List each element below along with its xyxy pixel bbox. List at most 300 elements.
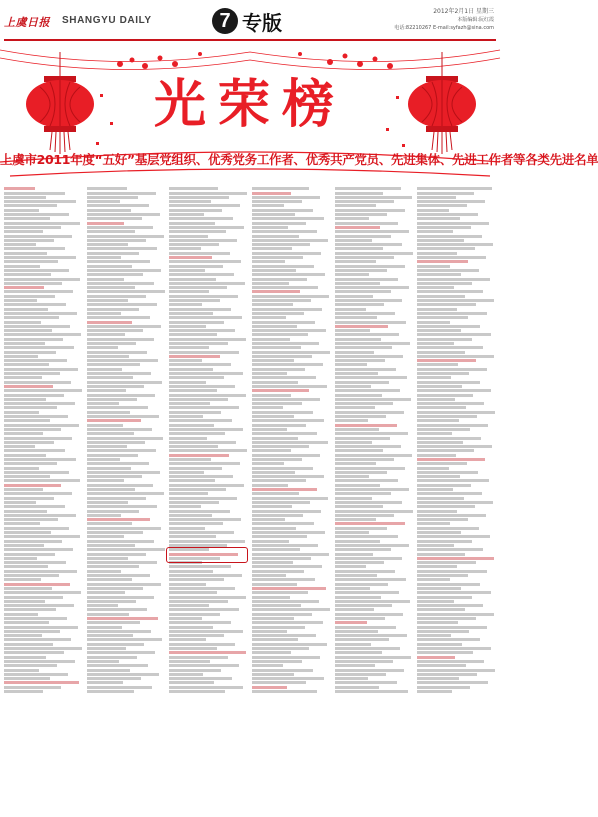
list-line-placeholder <box>252 213 295 216</box>
list-line-placeholder <box>87 544 136 547</box>
list-line-placeholder <box>169 209 222 212</box>
list-line-placeholder <box>417 505 474 508</box>
list-line-placeholder <box>87 531 143 534</box>
list-line-placeholder <box>169 299 219 302</box>
list-line-placeholder <box>417 424 488 427</box>
list-line-placeholder <box>417 406 466 409</box>
list-line-placeholder <box>4 243 36 246</box>
list-line-placeholder <box>4 535 80 538</box>
list-line-placeholder <box>169 673 203 676</box>
list-line-placeholder <box>169 204 240 207</box>
list-line-placeholder <box>417 295 464 298</box>
list-line-placeholder <box>335 217 369 220</box>
list-line-placeholder <box>169 192 247 195</box>
list-line-placeholder <box>4 428 61 431</box>
list-line-placeholder <box>417 355 494 358</box>
list-line-placeholder <box>335 321 407 324</box>
list-line-placeholder <box>417 381 480 384</box>
edition-label <box>212 7 282 35</box>
list-line-placeholder <box>252 553 329 556</box>
list-line-placeholder <box>4 235 72 238</box>
list-line-placeholder <box>252 325 297 328</box>
list-line-placeholder <box>4 204 57 207</box>
list-line-placeholder <box>87 308 140 311</box>
list-line-placeholder <box>335 492 391 495</box>
list-line-placeholder <box>169 428 243 431</box>
list-line-placeholder <box>252 441 328 444</box>
list-line-placeholder <box>87 587 144 590</box>
list-line-placeholder <box>4 398 46 401</box>
list-line-placeholder <box>87 226 153 229</box>
list-line-placeholder <box>335 329 370 332</box>
list-line-placeholder <box>335 613 403 616</box>
list-line-placeholder <box>4 471 69 474</box>
list-line-placeholder <box>252 557 311 560</box>
list-line-placeholder <box>335 626 396 629</box>
list-line-placeholder <box>4 505 65 508</box>
list-line-placeholder <box>417 432 452 435</box>
list-line-placeholder <box>87 630 152 633</box>
list-line-placeholder <box>87 656 137 659</box>
list-line-placeholder <box>417 247 474 250</box>
list-line-placeholder <box>335 630 378 633</box>
list-line-placeholder <box>335 432 408 435</box>
list-line-placeholder <box>335 518 377 521</box>
list-line-placeholder <box>417 321 450 324</box>
list-line-placeholder <box>4 226 61 229</box>
list-line-placeholder <box>169 574 241 577</box>
list-line-placeholder <box>335 514 395 517</box>
list-line-placeholder <box>252 462 284 465</box>
list-line-placeholder <box>4 574 59 577</box>
list-line-placeholder <box>335 351 374 354</box>
list-line-placeholder <box>252 192 291 195</box>
list-line-placeholder <box>169 394 246 397</box>
honor-list-columns <box>4 186 496 812</box>
list-line-placeholder <box>335 664 375 667</box>
list-line-placeholder <box>335 213 387 216</box>
list-line-placeholder <box>87 535 125 538</box>
list-line-placeholder <box>335 243 402 246</box>
list-line-placeholder <box>4 681 79 684</box>
list-line-placeholder <box>87 363 140 366</box>
list-line-placeholder <box>417 510 456 513</box>
list-line-placeholder <box>252 351 330 354</box>
list-line-placeholder <box>252 286 318 289</box>
list-line-placeholder <box>169 600 227 603</box>
list-line-placeholder <box>417 441 463 444</box>
list-line-placeholder <box>87 290 165 293</box>
list-line-placeholder <box>252 651 291 654</box>
list-line-placeholder <box>87 213 160 216</box>
list-line-placeholder <box>252 630 287 633</box>
highlight-box <box>166 547 248 563</box>
list-line-placeholder <box>87 192 156 195</box>
list-line-placeholder <box>335 260 377 263</box>
list-line-placeholder <box>87 428 152 431</box>
list-line-placeholder <box>87 540 154 543</box>
list-line-placeholder <box>252 626 305 629</box>
list-line-placeholder <box>87 471 160 474</box>
list-line-placeholder <box>4 329 52 332</box>
list-line-placeholder <box>252 239 328 242</box>
list-line-placeholder <box>417 621 458 624</box>
list-line-placeholder <box>252 561 293 564</box>
list-line-placeholder <box>252 329 326 332</box>
list-line-placeholder <box>4 368 78 371</box>
list-line-placeholder <box>417 187 492 190</box>
list-line-placeholder <box>4 587 52 590</box>
list-line-placeholder <box>252 681 305 684</box>
list-line-placeholder <box>169 458 211 461</box>
list-line-placeholder <box>335 578 407 581</box>
list-line-placeholder <box>4 600 45 603</box>
list-line-placeholder <box>87 235 164 238</box>
list-line-placeholder <box>417 626 487 629</box>
list-line-placeholder <box>252 531 325 534</box>
list-line-placeholder <box>169 256 211 259</box>
list-line-placeholder <box>87 286 136 289</box>
list-line-placeholder <box>87 338 155 341</box>
list-line-placeholder <box>252 522 314 525</box>
list-line-placeholder <box>87 256 121 259</box>
list-line-placeholder <box>252 346 301 349</box>
list-line-placeholder <box>87 449 156 452</box>
list-line-placeholder <box>87 634 133 637</box>
list-line-placeholder <box>252 342 319 345</box>
list-line-placeholder <box>252 359 294 362</box>
list-line-placeholder <box>169 402 210 405</box>
list-line-placeholder <box>417 484 470 487</box>
list-line-placeholder <box>4 497 54 500</box>
list-line-placeholder <box>335 308 366 311</box>
list-line-placeholder <box>169 681 214 684</box>
banner-subtitle: 上虞市2011年度“五好”基层党组织、优秀党务工作者、优秀共产党员、先进集体、先进工作者等各类先进名单 <box>0 152 598 167</box>
list-line-placeholder <box>252 617 294 620</box>
list-line-placeholder <box>417 230 452 233</box>
list-line-placeholder <box>4 467 39 470</box>
list-line-placeholder <box>169 570 212 573</box>
list-line-placeholder <box>335 359 385 362</box>
list-line-placeholder <box>335 535 399 538</box>
list-line-placeholder <box>169 467 222 470</box>
list-line-placeholder <box>169 441 236 444</box>
list-line-placeholder <box>252 424 305 427</box>
list-line-placeholder <box>335 355 403 358</box>
list-line-placeholder <box>252 372 287 375</box>
list-line-placeholder <box>87 217 142 220</box>
list-line-placeholder <box>4 544 44 547</box>
list-line-placeholder <box>252 587 326 590</box>
list-line-placeholder <box>252 656 320 659</box>
list-line-placeholder <box>417 303 475 306</box>
list-line-placeholder <box>417 557 493 560</box>
list-line-placeholder <box>169 497 237 500</box>
list-line-placeholder <box>87 333 126 336</box>
list-line-placeholder <box>169 647 217 650</box>
list-line-placeholder <box>87 505 157 508</box>
list-line-placeholder <box>169 471 204 474</box>
list-line-placeholder <box>4 686 61 689</box>
list-line-placeholder <box>4 372 60 375</box>
list-line-placeholder <box>4 441 54 444</box>
list-line-placeholder <box>169 381 206 384</box>
list-line-placeholder <box>87 600 137 603</box>
list-line-placeholder <box>169 398 228 401</box>
list-line-placeholder <box>4 621 49 624</box>
list-line-placeholder <box>169 333 216 336</box>
list-line-placeholder <box>87 187 127 190</box>
list-line-placeholder <box>87 553 147 556</box>
list-line-placeholder <box>335 286 410 289</box>
list-line-placeholder <box>4 475 50 478</box>
list-line-placeholder <box>335 368 396 371</box>
list-line-placeholder <box>4 273 51 276</box>
list-line-placeholder <box>335 471 387 474</box>
list-line-placeholder <box>87 372 152 375</box>
list-line-placeholder <box>417 226 470 229</box>
list-line-placeholder <box>169 540 245 543</box>
list-line-placeholder <box>417 527 478 530</box>
list-line-placeholder <box>335 209 405 212</box>
list-line-placeholder <box>87 381 163 384</box>
list-line-placeholder <box>87 565 140 568</box>
list-line-placeholder <box>4 389 82 392</box>
list-line-placeholder <box>4 484 61 487</box>
list-line-placeholder <box>335 479 398 482</box>
list-line-placeholder <box>335 497 373 500</box>
list-line-placeholder <box>417 243 493 246</box>
list-line-placeholder <box>169 424 214 427</box>
list-line-placeholder <box>335 617 385 620</box>
list-line-placeholder <box>335 475 369 478</box>
list-line-placeholder <box>169 488 226 491</box>
list-line-placeholder <box>335 265 406 268</box>
list-line-placeholder <box>335 428 379 431</box>
list-line-placeholder <box>335 325 388 328</box>
list-line-placeholder <box>4 660 75 663</box>
list-line-placeholder <box>4 196 46 199</box>
list-line-placeholder <box>335 638 389 641</box>
list-line-placeholder <box>4 437 72 440</box>
list-line-placeholder <box>335 226 380 229</box>
list-line-placeholder <box>252 596 290 599</box>
list-line-placeholder <box>87 316 151 319</box>
list-line-placeholder <box>87 686 152 689</box>
list-line-placeholder <box>252 621 323 624</box>
list-line-placeholder <box>335 561 385 564</box>
list-line-placeholder <box>4 312 77 315</box>
list-line-placeholder <box>417 587 461 590</box>
list-line-placeholder <box>417 522 449 525</box>
list-line-placeholder <box>335 239 373 242</box>
list-line-placeholder <box>4 252 47 255</box>
list-line-placeholder <box>169 260 241 263</box>
list-line-placeholder <box>87 613 129 616</box>
list-line-placeholder <box>169 492 208 495</box>
list-line-placeholder <box>252 643 327 646</box>
list-line-placeholder <box>335 372 378 375</box>
list-line-placeholder <box>4 596 63 599</box>
list-line-placeholder <box>87 501 128 504</box>
list-line-placeholder <box>252 187 309 190</box>
list-line-placeholder <box>417 686 470 689</box>
list-line-placeholder <box>4 570 77 573</box>
list-line-placeholder <box>252 406 283 409</box>
list-line-placeholder <box>4 333 81 336</box>
list-line-placeholder <box>4 402 75 405</box>
list-line-placeholder <box>252 540 289 543</box>
list-line-placeholder <box>252 222 306 225</box>
list-line-placeholder <box>87 441 145 444</box>
list-line-placeholder <box>169 217 233 220</box>
list-line-placeholder <box>87 651 155 654</box>
list-line-placeholder <box>417 561 475 564</box>
list-line-placeholder <box>87 402 119 405</box>
list-line-placeholder <box>87 479 124 482</box>
list-line-placeholder <box>335 583 388 586</box>
list-line-placeholder <box>252 252 321 255</box>
list-line-placeholder <box>4 256 76 259</box>
list-line-placeholder <box>335 587 370 590</box>
list-line-placeholder <box>87 660 119 663</box>
list-line-placeholder <box>4 548 73 551</box>
list-line-placeholder <box>87 518 150 521</box>
list-line-placeholder <box>335 290 392 293</box>
list-line-placeholder <box>169 656 228 659</box>
list-line-placeholder <box>87 664 148 667</box>
list-line-placeholder <box>252 363 323 366</box>
list-line-placeholder <box>169 226 244 229</box>
list-line-placeholder <box>335 441 372 444</box>
contact-line: 电话:82210267 E-mail:syfazh@sina.com <box>394 25 494 31</box>
list-line-placeholder <box>335 338 381 341</box>
list-line-placeholder <box>417 669 495 672</box>
masthead-rule <box>4 39 496 41</box>
list-line-placeholder <box>252 497 328 500</box>
list-line-placeholder <box>4 634 42 637</box>
editor-line: 本版编辑:阮红霞 <box>457 17 494 23</box>
list-line-placeholder <box>4 200 76 203</box>
list-line-placeholder <box>335 677 368 680</box>
list-line-placeholder <box>335 424 397 427</box>
list-line-placeholder <box>169 518 241 521</box>
list-line-placeholder <box>4 303 66 306</box>
list-line-placeholder <box>4 578 41 581</box>
list-line-placeholder <box>87 359 159 362</box>
list-line-placeholder <box>4 531 51 534</box>
list-line-placeholder <box>252 690 317 693</box>
list-line-placeholder <box>169 406 239 409</box>
list-line-placeholder <box>252 660 302 663</box>
list-line-placeholder <box>417 368 487 371</box>
list-line-placeholder <box>169 677 232 680</box>
list-line-placeholder <box>87 608 148 611</box>
list-line-placeholder <box>417 260 467 263</box>
list-line-placeholder <box>417 570 486 573</box>
list-line-placeholder <box>4 299 37 302</box>
list-line-placeholder <box>417 553 464 556</box>
list-line-placeholder <box>169 621 231 624</box>
list-line-placeholder <box>417 514 485 517</box>
list-line-placeholder <box>87 368 122 371</box>
list-line-placeholder <box>252 638 298 641</box>
list-line-placeholder <box>335 200 394 203</box>
list-line-placeholder <box>417 467 448 470</box>
list-line-placeholder <box>335 299 403 302</box>
list-line-placeholder <box>252 316 286 319</box>
list-line-placeholder <box>169 449 247 452</box>
list-line-placeholder <box>169 527 204 530</box>
list-line-placeholder <box>169 626 213 629</box>
list-line-placeholder <box>335 643 371 646</box>
list-line-placeholder <box>87 222 124 225</box>
list-line-placeholder <box>87 467 131 470</box>
list-line-placeholder <box>252 583 297 586</box>
list-line-placeholder <box>169 583 205 586</box>
list-line-placeholder <box>417 574 468 577</box>
list-line-placeholder <box>87 492 164 495</box>
list-line-placeholder <box>335 333 400 336</box>
list-line-placeholder <box>417 411 495 414</box>
list-line-placeholder <box>87 690 134 693</box>
list-line-placeholder <box>417 630 469 633</box>
list-line-placeholder <box>335 312 396 315</box>
list-line-placeholder <box>335 415 386 418</box>
list-line-placeholder <box>252 518 285 521</box>
list-line-placeholder <box>252 196 320 199</box>
list-line-placeholder <box>169 415 203 418</box>
list-column-5 <box>335 186 414 812</box>
list-line-placeholder <box>335 574 377 577</box>
list-line-placeholder <box>252 402 302 405</box>
list-line-placeholder <box>335 600 411 603</box>
list-line-placeholder <box>252 338 290 341</box>
list-line-placeholder <box>335 256 395 259</box>
list-line-placeholder <box>335 398 411 401</box>
list-line-placeholder <box>4 647 82 650</box>
list-line-placeholder <box>252 578 315 581</box>
list-line-placeholder <box>252 686 287 689</box>
list-line-placeholder <box>252 273 325 276</box>
list-line-placeholder <box>252 295 329 298</box>
list-line-placeholder <box>4 492 72 495</box>
list-line-placeholder <box>87 325 162 328</box>
masthead <box>0 0 500 40</box>
list-line-placeholder <box>417 540 471 543</box>
list-line-placeholder <box>169 462 240 465</box>
list-line-placeholder <box>252 574 286 577</box>
list-line-placeholder <box>87 497 146 500</box>
list-line-placeholder <box>417 458 485 461</box>
list-line-placeholder <box>169 239 237 242</box>
list-line-placeholder <box>417 290 482 293</box>
list-line-placeholder <box>252 278 307 281</box>
list-line-placeholder <box>169 200 211 203</box>
list-line-placeholder <box>335 462 376 465</box>
list-line-placeholder <box>87 638 163 641</box>
list-line-placeholder <box>87 681 123 684</box>
list-line-placeholder <box>417 308 457 311</box>
list-line-placeholder <box>4 690 43 693</box>
list-line-placeholder <box>169 346 209 349</box>
list-line-placeholder <box>417 273 460 276</box>
list-line-placeholder <box>87 209 131 212</box>
list-line-placeholder <box>252 428 287 431</box>
list-line-placeholder <box>4 342 45 345</box>
list-line-placeholder <box>87 260 150 263</box>
list-line-placeholder <box>417 664 466 667</box>
